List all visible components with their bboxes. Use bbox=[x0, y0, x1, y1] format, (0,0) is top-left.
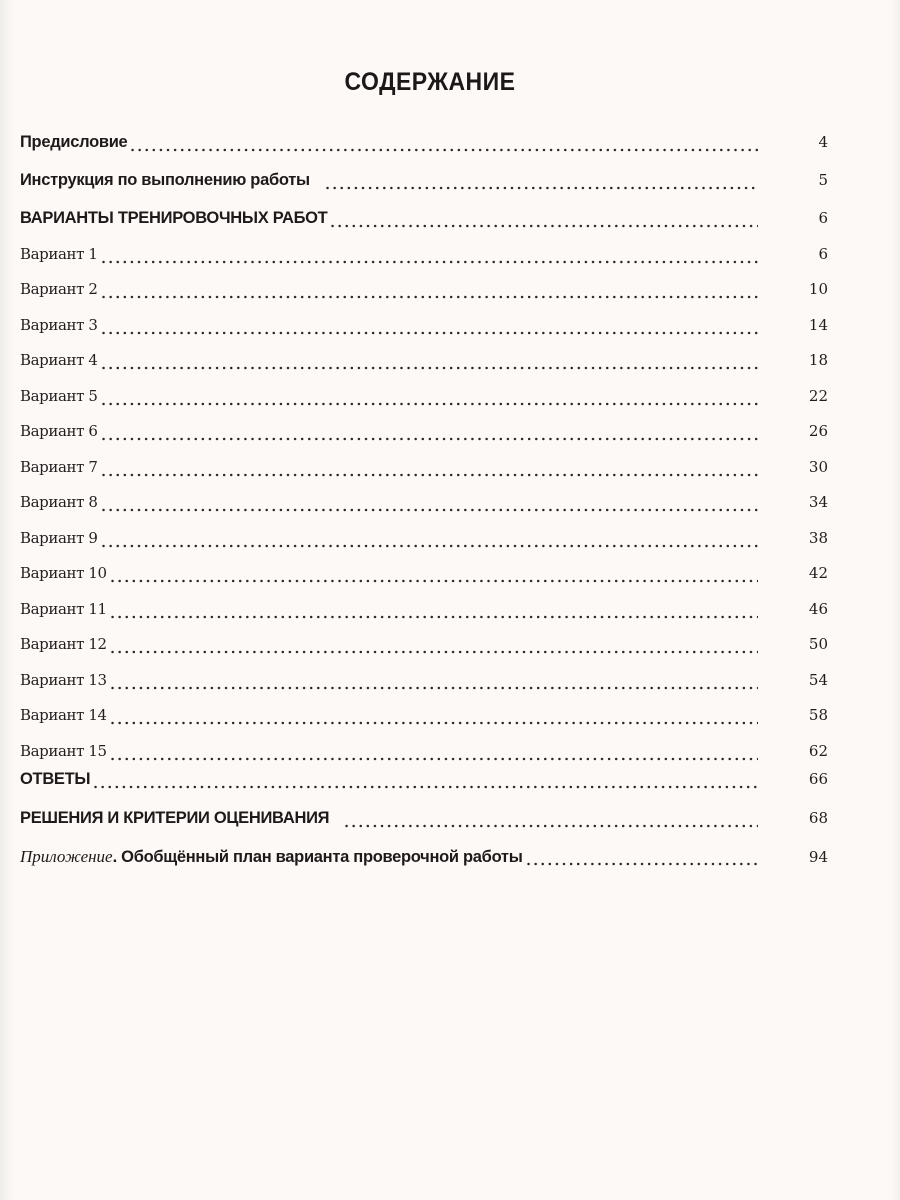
toc-title: СОДЕРЖАНИЕ bbox=[344, 68, 516, 96]
toc-entry-variant-5[interactable] bbox=[20, 387, 828, 411]
toc-entry-label: Вариант 15 bbox=[20, 742, 107, 760]
toc-page-number: 66 bbox=[808, 770, 828, 788]
dot-leader bbox=[100, 544, 758, 548]
toc-entry-training-variants[interactable] bbox=[20, 209, 828, 233]
toc-page-number: 5 bbox=[818, 171, 828, 189]
toc-page-number: 50 bbox=[808, 635, 828, 653]
toc-entry-label: Вариант 6 bbox=[20, 422, 98, 440]
toc-page-number: 34 bbox=[808, 493, 828, 511]
toc-entry-solutions-criteria[interactable] bbox=[20, 809, 828, 833]
toc-entry-variant-14[interactable] bbox=[20, 706, 828, 730]
toc-entry-variant-8[interactable] bbox=[20, 493, 828, 517]
dot-leader bbox=[329, 224, 758, 228]
toc-entry-label: Вариант 7 bbox=[20, 458, 98, 476]
toc-entry-variant-15[interactable] bbox=[20, 742, 828, 766]
dot-leader bbox=[109, 650, 758, 654]
toc-entry-variant-2[interactable] bbox=[20, 280, 828, 304]
toc-entry-label: Вариант 1 bbox=[20, 245, 98, 263]
toc-page-number: 26 bbox=[808, 422, 828, 440]
toc-page-number: 62 bbox=[808, 742, 828, 760]
toc-entry-instructions[interactable] bbox=[20, 171, 828, 195]
dot-leader bbox=[109, 579, 758, 583]
toc-entry-label: Вариант 5 bbox=[20, 387, 98, 405]
toc-page-number: 6 bbox=[818, 245, 828, 263]
toc-entry-variant-4[interactable] bbox=[20, 351, 828, 375]
dot-leader bbox=[100, 295, 758, 299]
dot-leader bbox=[109, 757, 758, 761]
toc-entry-variant-11[interactable] bbox=[20, 600, 828, 624]
toc-entry-label: Вариант 11 bbox=[20, 600, 107, 618]
dot-leader bbox=[324, 186, 758, 190]
toc-entry-label: Вариант 9 bbox=[20, 529, 98, 547]
dot-leader bbox=[100, 260, 758, 264]
toc-entry-label: Вариант 13 bbox=[20, 671, 107, 689]
dot-leader bbox=[109, 721, 758, 725]
toc-page-number: 68 bbox=[808, 809, 828, 827]
appendix-title: . Обобщённый план варианта проверочной работы bbox=[112, 848, 523, 866]
toc-entry-label: Вариант 4 bbox=[20, 351, 98, 369]
toc-page-number: 46 bbox=[808, 600, 828, 618]
toc-entry-variant-6[interactable] bbox=[20, 422, 828, 446]
toc-page-number: 10 bbox=[808, 280, 828, 298]
toc-page-number: 6 bbox=[818, 209, 828, 227]
dot-leader bbox=[109, 686, 758, 690]
dot-leader bbox=[129, 148, 758, 152]
dot-leader bbox=[100, 473, 758, 477]
dot-leader bbox=[100, 437, 758, 441]
appendix-prefix: Приложение bbox=[20, 847, 113, 866]
toc-entry-variant-1[interactable] bbox=[20, 245, 828, 269]
toc-entry-variant-7[interactable] bbox=[20, 458, 828, 482]
toc-page-number: 42 bbox=[808, 564, 828, 582]
toc-entry-label: Инструкция по выполнению работы bbox=[20, 171, 310, 189]
toc-entry-label: ОТВЕТЫ bbox=[20, 770, 91, 788]
toc-page-number: 58 bbox=[808, 706, 828, 724]
toc-entry-variant-13[interactable] bbox=[20, 671, 828, 695]
toc-entry-label: Вариант 2 bbox=[20, 280, 98, 298]
toc-entry-label: Предисловие bbox=[20, 133, 128, 151]
dot-leader bbox=[100, 331, 758, 335]
dot-leader bbox=[100, 508, 758, 512]
toc-page-number: 14 bbox=[808, 316, 828, 334]
toc-entry-label: Вариант 3 bbox=[20, 316, 98, 334]
toc-page-number: 38 bbox=[808, 529, 828, 547]
toc-entry-variant-3[interactable] bbox=[20, 316, 828, 340]
toc-page-number: 94 bbox=[808, 848, 828, 866]
toc-entry-appendix[interactable] bbox=[20, 847, 828, 871]
dot-leader bbox=[525, 862, 758, 866]
toc-entry-label: ВАРИАНТЫ ТРЕНИРОВОЧНЫХ РАБОТ bbox=[20, 209, 328, 227]
toc-entry-variant-9[interactable] bbox=[20, 529, 828, 553]
dot-leader bbox=[109, 615, 758, 619]
dot-leader bbox=[100, 366, 758, 370]
dot-leader bbox=[343, 824, 758, 828]
toc-entry-variant-12[interactable] bbox=[20, 635, 828, 659]
toc-page-number: 18 bbox=[808, 351, 828, 369]
toc-entry-label: Вариант 8 bbox=[20, 493, 98, 511]
toc-entry-label: РЕШЕНИЯ И КРИТЕРИИ ОЦЕНИВАНИЯ bbox=[20, 809, 330, 827]
toc-entry-variant-10[interactable] bbox=[20, 564, 828, 588]
toc-page-number: 30 bbox=[808, 458, 828, 476]
toc-page-number: 4 bbox=[818, 133, 828, 151]
toc-entry-label bbox=[20, 847, 523, 867]
dot-leader bbox=[100, 402, 758, 406]
dot-leader bbox=[92, 785, 758, 789]
toc-entry-label: Вариант 14 bbox=[20, 706, 107, 724]
toc-entry-answers[interactable] bbox=[20, 770, 828, 794]
toc-entry-label: Вариант 10 bbox=[20, 564, 107, 582]
toc-entry-label: Вариант 12 bbox=[20, 635, 107, 653]
toc-page-number: 22 bbox=[808, 387, 828, 405]
toc-page-number: 54 bbox=[808, 671, 828, 689]
toc-entry-preface[interactable] bbox=[20, 133, 828, 157]
